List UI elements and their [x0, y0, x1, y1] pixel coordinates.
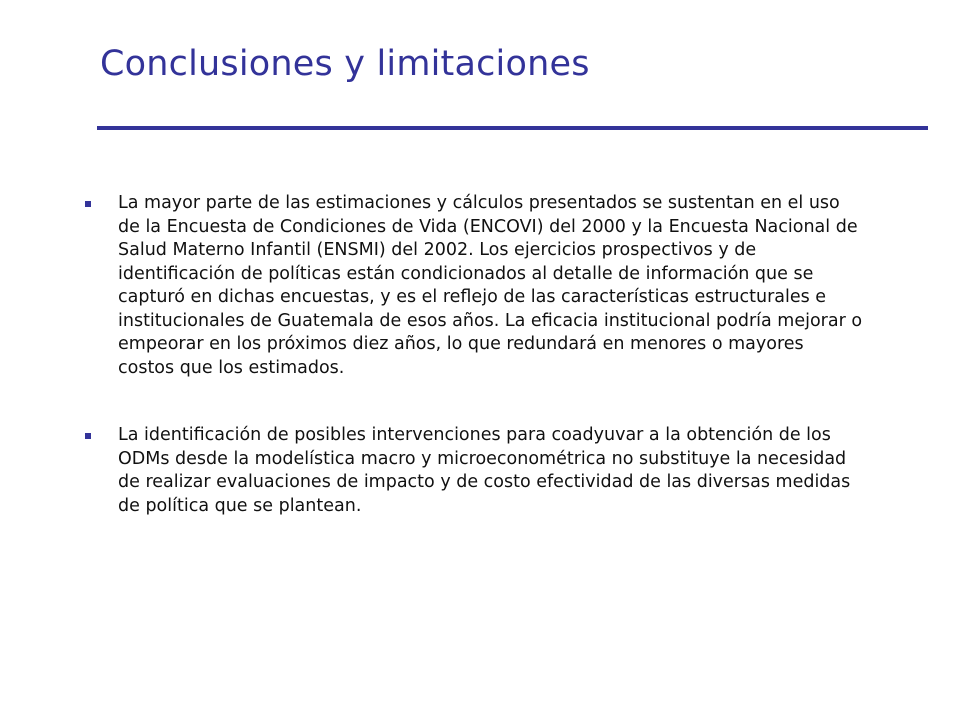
bullet-text: La mayor parte de las estimaciones y cálculos presentados se sustentan en el uso de la Encuesta de Condiciones de Vida (ENCOVI) del 2000 y la Encuesta Nacional de Salud Materno Infantil (ENSMI) del 2002. Los ejercicios prospectivos y de identificación de políticas están condicionados al detalle de información que se capturó en dichas encuestas, y es el reflejo de las características estructurales e institucionales de Guatemala de esos años. La eficacia institucional podría mejorar o empeorar en los próximos diez años, lo que redundará en menores o mayores costos que los estimados. — [118, 193, 863, 378]
bullet-item — [0, 424, 864, 518]
square-bullet-icon — [85, 433, 91, 439]
bullet-list — [0, 192, 960, 562]
bullet-item — [0, 192, 864, 380]
bullet-text: La identificación de posibles intervenciones para coadyuvar a la obtención de los ODMs desde la modelística macro y microeconométrica no substituye la necesidad de realizar evaluaciones de impacto y de costo efectividad de las diversas medidas de política que se plantean. — [118, 425, 851, 516]
slide-title: Conclusiones y limitaciones — [100, 44, 590, 84]
square-bullet-icon — [85, 201, 91, 207]
title-divider — [97, 126, 928, 130]
